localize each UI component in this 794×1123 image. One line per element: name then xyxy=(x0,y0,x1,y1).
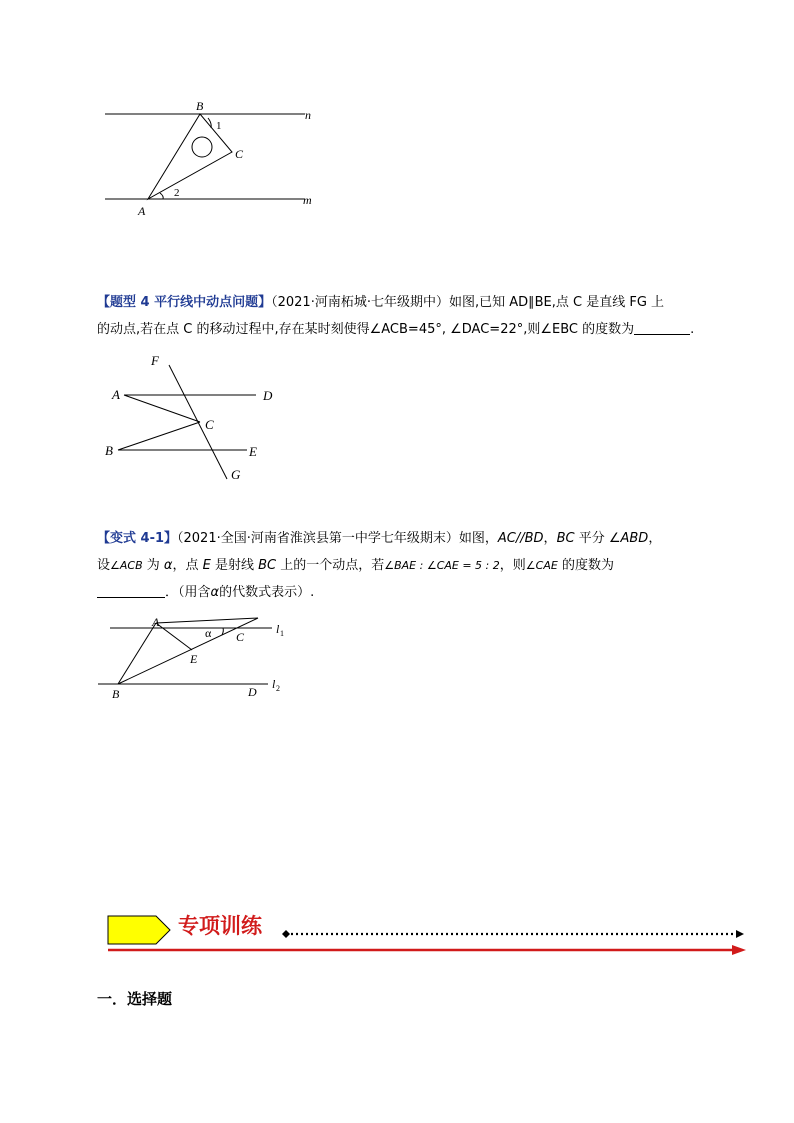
dotted-arrowhead-icon xyxy=(736,930,744,938)
label-n: n xyxy=(305,108,311,122)
label-E: E xyxy=(190,652,198,666)
label-l2-subscript: 2 xyxy=(276,684,280,693)
label-A: A xyxy=(152,615,160,629)
question-4-line1: （2021·河南柘城·七年级期中）如图,已知 AD∥BE,点 C 是直线 FG 上 xyxy=(271,295,665,310)
label-l1-subscript: 1 xyxy=(280,629,284,638)
banner-arrow-icon xyxy=(108,916,170,944)
label-E: E xyxy=(249,444,257,459)
label-C: C xyxy=(235,147,244,161)
label-B: B xyxy=(112,687,120,701)
red-arrowhead-icon xyxy=(732,945,746,955)
question-4-line2: 的动点,若在点 C 的移动过程中,存在某时刻使得∠ACB=45°, ∠DAC=22°,则∠EBC 的度数为 xyxy=(97,322,635,337)
figure-angle-bisector xyxy=(92,612,302,702)
label-C: C xyxy=(236,630,245,644)
label-A: A xyxy=(112,387,120,402)
label-C: C xyxy=(205,417,214,432)
label-G: G xyxy=(231,467,241,482)
label-D: D xyxy=(263,388,273,403)
figure-parallel-lines-triangle xyxy=(100,95,330,225)
answer-blank[interactable] xyxy=(634,320,690,335)
label-l1: l xyxy=(276,622,280,636)
answer-blank[interactable] xyxy=(97,583,165,598)
variant-tag: 【变式 4-1】 xyxy=(97,531,178,546)
label-m: m xyxy=(303,193,312,207)
banner-title: 专项训练 xyxy=(178,914,262,938)
label-D: D xyxy=(248,685,257,699)
diamond-icon xyxy=(282,930,290,938)
section-title: 一．选择题 xyxy=(97,990,173,1008)
question-4-tag: 【题型 4 平行线中动点问题】 xyxy=(97,295,272,310)
variant-4-1: 【变式 4-1】（2021·全国·河南省淮滨县第一中学七年级期末）如图，AC//BD，BC 平分 ∠ABD， 设∠ACB 为 α，点 E 是射线 BC 上的一个动点，若∠BAE : ∠CAE = 5 : 2，则∠CAE 的度数为 ．（用含α的代数式表示）. xyxy=(97,531,662,600)
label-F: F xyxy=(151,353,159,368)
label-A: A xyxy=(138,204,146,218)
label-alpha: α xyxy=(205,626,212,640)
label-angle-1: 1 xyxy=(216,120,222,132)
label-l2: l xyxy=(272,677,276,691)
question-4: 【题型 4 平行线中动点问题】（2021·河南柘城·七年级期中）如图,已知 AD∥BE,点 C 是直线 FG 上 的动点,若在点 C 的移动过程中,存在某时刻使得∠ACB=45°, ∠DAC=22°,则∠EBC 的度数为 . xyxy=(97,295,695,337)
label-B: B xyxy=(196,99,204,113)
figure-moving-point xyxy=(100,348,290,488)
label-B: B xyxy=(105,443,113,458)
label-angle-2: 2 xyxy=(174,187,180,199)
